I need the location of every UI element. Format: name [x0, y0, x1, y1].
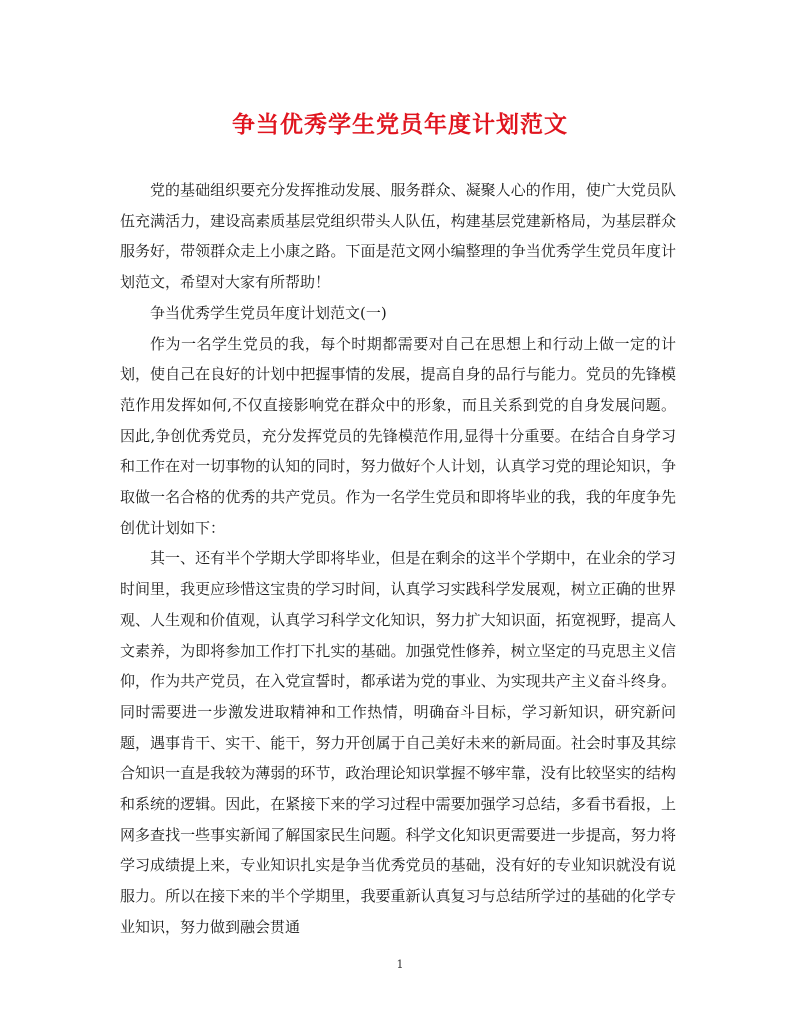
page-number: 1 [396, 958, 404, 971]
section-heading: 争当优秀学生党员年度计划范文(一) [150, 303, 387, 322]
document-title: 争当优秀学生党员年度计划范文 [232, 112, 568, 138]
body-paragraph: 作为一名学生党员的我，每个时期都需要对自己在思想上和行动上做一定的计划，使自己在良好的计划中把握事情的发展，提高自身的品行与能力。党员的先锋模范作用发挥如何,不仅直接影响党在群众中的形象，而且关系到党的自身发展问题。因此,争创优秀党员，充分发挥党员的先锋模范作用,显得十分重要。在结合自身学习和工作在对一切事物的认知的同时，努力做好个人计划，认真学习党的理论知识，争取做一名合格的优秀的共产党员。作为一名学生党员和即将毕业的我，我的年度争先创优计划如下： [120, 334, 676, 537]
intro-paragraph: 党的基础组织要充分发挥推动发展、服务群众、凝聚人心的作用，使广大党员队伍充满活力，建设高素质基层党组织带头人队伍，构建基层党建新格局，为基层群众服务好，带领群众走上小康之路。下面是范文网小编整理的争当优秀学生党员年度计划范文，希望对大家有所帮助！ [120, 181, 676, 292]
document-body [120, 175, 676, 943]
body-paragraph: 其一、还有半个学期大学即将毕业，但是在剩余的这半个学期中，在业余的学习时间里，我更应珍惜这宝贵的学习时间，认真学习实践科学发展观，树立正确的世界观、人生观和价值观，认真学习科学文化知识，努力扩大知识面，拓宽视野，提高人文素养，为即将参加工作打下扎实的基础。加强党性修养，树立坚定的马克思主义信仰，作为共产党员，在入党宣誓时，都承诺为党的事业、为实现共产主义奋斗终身。同时需要进一步激发进取精神和工作热情，明确奋斗目标，学习新知识，研究新问题，遇事肯干、实干、能干，努力开创属于自己美好未来的新局面。社会时事及其综合知识一直是我较为薄弱的环节，政治理论知识掌握不够牢靠，没有比较坚实的结构和系统的逻辑。因此，在紧接下来的学习过程中需要加强学习总结，多看书看报，上网多查找一些事实新闻了解国家民生问题。科学文化知识更需要进一步提高，努力将学习成绩提上来，专业知识扎实是争当优秀党员的基础，没有好的专业知识就没有说服力。所以在接下来的半个学期里，我要重新认真复习与总结所学过的基础的化学专业知识，努力做到融会贯通 [120, 549, 676, 936]
